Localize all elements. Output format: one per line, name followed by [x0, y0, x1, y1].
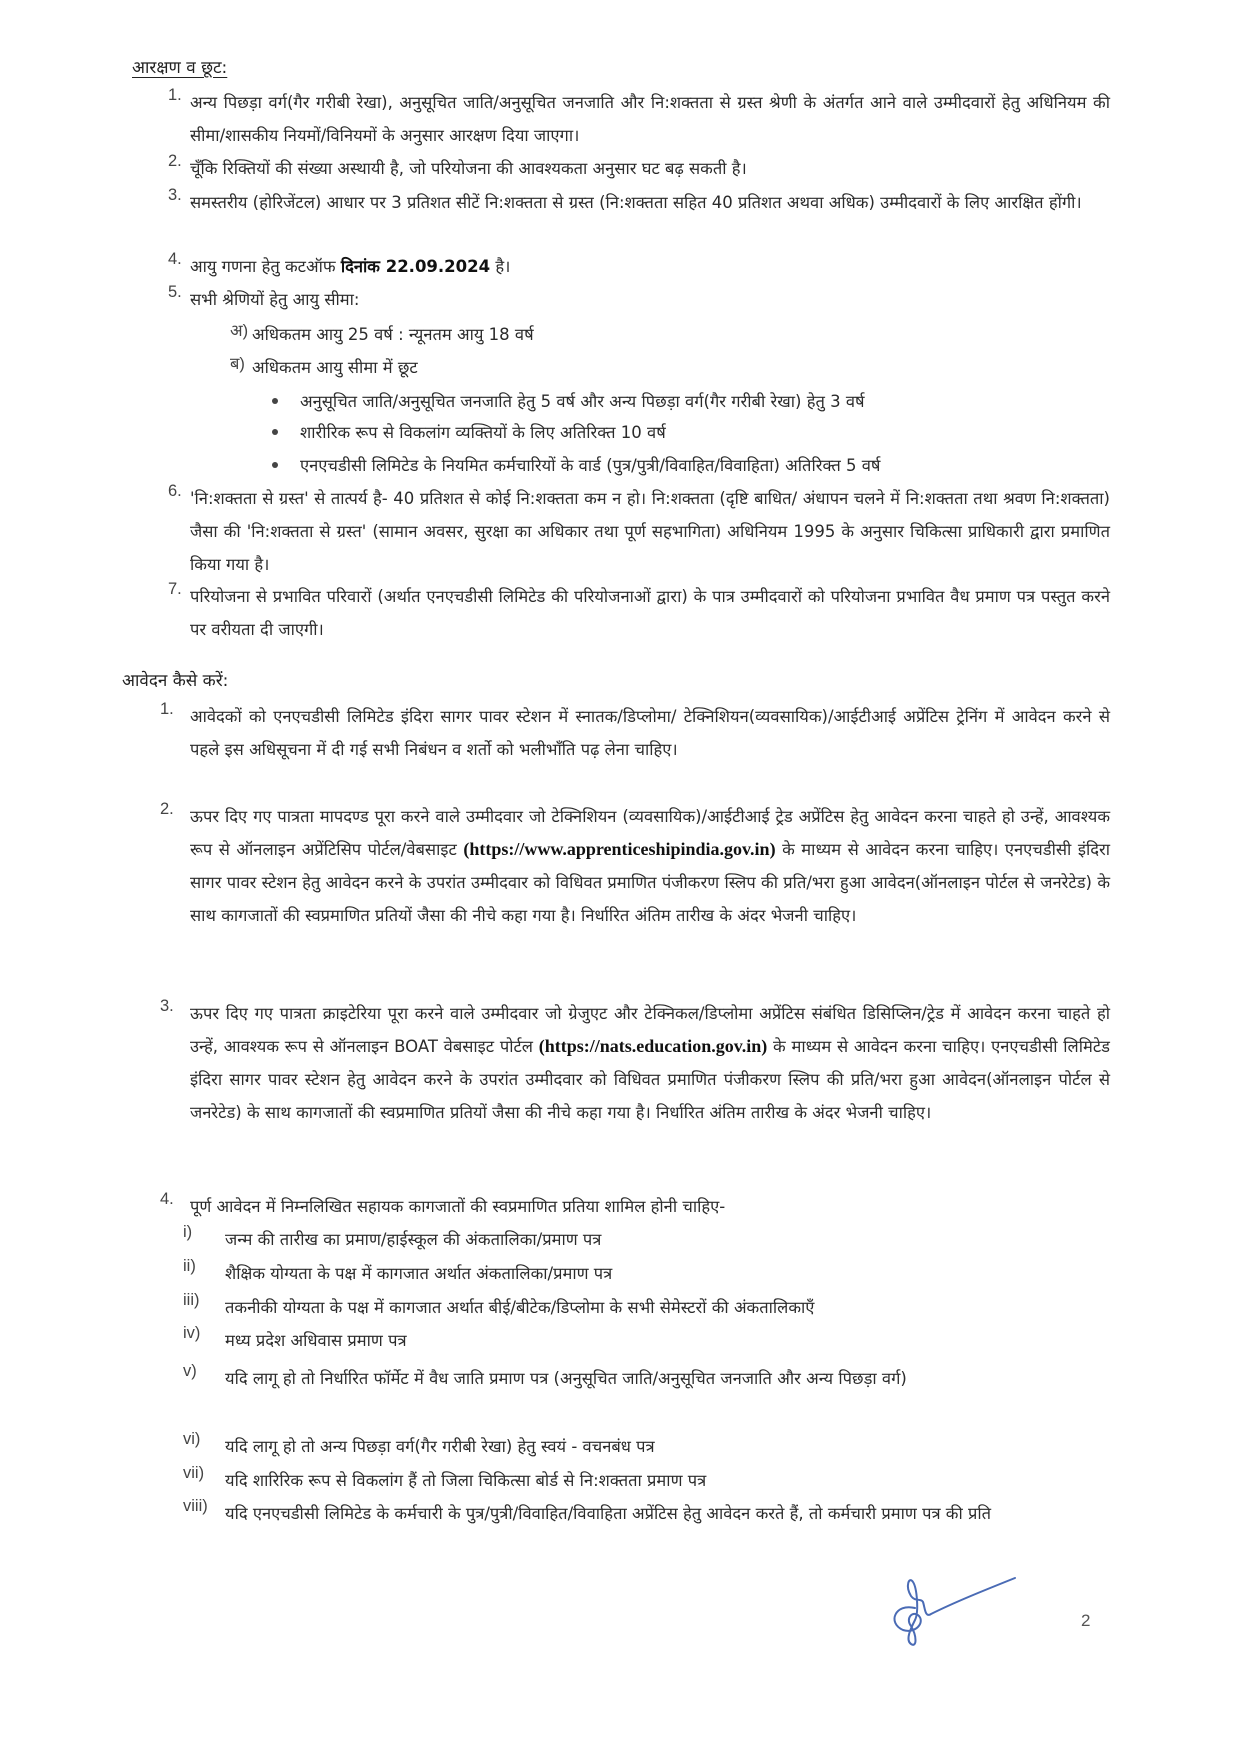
text-suffix: है।	[490, 257, 511, 276]
sub-label: iii)	[183, 1291, 200, 1309]
item-text	[190, 250, 1110, 283]
item-text	[190, 800, 1110, 932]
cutoff-date: दिनांक 22.09.2024	[340, 257, 491, 276]
sub-text: तकनीकी योग्यता के पक्ष में कागजात अर्थात बीई/बीटेक/डिप्लोमा के सभी सेमेस्टरों की अंकतालिकाएँ	[225, 1298, 815, 1317]
apprenticeship-portal-link[interactable]: (https://www.apprenticeshipindia.gov.in)	[463, 839, 776, 859]
nats-portal-link[interactable]: (https://nats.education.gov.in)	[538, 1036, 768, 1056]
text-suffix: के माध्यम से आवेदन करना चाहिए। एनएचडीसी इंदिरा सागर पावर स्टेशन हेतु आवेदन करने के उपरांत उम्मीदवार को विधिवत प्रमाणित पंजीकरण स्लिप की प्रति/भरा हुआ आवेदन(ऑनलाइन पोर्टल से जनरेटेड) के साथ कागजातों की स्वप्रमाणित प्रतियों जैसा की नीचे कहा गया है। निर्धारित अंतिम तारीख के अंदर भेजनी चाहिए।	[190, 840, 1111, 925]
sub-text: यदि लागू हो तो निर्धारित फॉर्मेट में वैध जाति प्रमाण पत्र (अनुसूचित जाति/अनुसूचित जनजाति और अन्य पिछड़ा वर्ग)	[225, 1369, 907, 1388]
sub-text: मध्य प्रदेश अधिवास प्रमाण पत्र	[225, 1331, 407, 1350]
section-heading-how-to-apply: आवेदन कैसे करें:	[122, 671, 229, 691]
item-text: चूँकि रिक्तियों की संख्या अस्थायी है, जो परियोजना की आवश्यकता अनुसार घट बढ़ सकती है।	[190, 159, 747, 178]
item-number: 4.	[168, 250, 182, 268]
sub-label: ब)	[230, 355, 245, 373]
sub-label: viii)	[183, 1497, 208, 1515]
item-number: 6.	[168, 482, 182, 500]
bullet-text: शारीरिक रूप से विकलांग व्यक्तियों के लिए अतिरिक्त 10 वर्ष	[300, 423, 666, 442]
bullet-text: अनुसूचित जाति/अनुसूचित जनजाति हेतु 5 वर्ष और अन्य पिछड़ा वर्ग(गैर गरीबी रेखा) हेतु 3 वर्ष	[300, 392, 865, 411]
bullet-icon	[272, 429, 278, 435]
item-number: 5.	[168, 283, 182, 301]
sub-text: अधिकतम आयु सीमा में छूट	[252, 358, 418, 377]
sub-label: vii)	[183, 1464, 205, 1482]
text-prefix: ऊपर दिए गए पात्रता क्राइटेरिया पूरा करने वाले उम्मीदवार जो ग्रेजुएट और टेक्निकल/डिप्लोमा अप्रेंटिस संबंधित डिसिप्लिन/ट्रेड में आवेदन करना चाहते हो उन्हें, आवश्यक रूप से ऑनलाइन BOAT वेबसाइट पोर्टल	[190, 1004, 1110, 1056]
signature-icon	[875, 1568, 1025, 1648]
bullet-icon	[272, 398, 278, 404]
item-number: 1.	[160, 700, 174, 718]
sub-text: यदि शारिरिक रूप से विकलांग हैं तो जिला चिकित्सा बोर्ड से नि:शक्तता प्रमाण पत्र	[225, 1471, 707, 1490]
sub-text: यदि एनएचडीसी लिमिटेड के कर्मचारी के पुत्र/पुत्री/विवाहित/विवाहिता अप्रेंटिस हेतु आवेदन करते हैं, तो कर्मचारी प्रमाण पत्र की प्रति	[225, 1504, 992, 1523]
text-prefix: आयु गणना हेतु कटऑफ	[190, 257, 341, 276]
item-text: परियोजना से प्रभावित परिवारों (अर्थात एनएचडीसी लिमिटेड की परियोजनाओं द्वारा) के पात्र उम्मीदवारों को परियोजना प्रभावित वैध प्रमाण पत्र पस्तुत करने पर वरीयता दी जाएगी।	[190, 587, 1110, 639]
item-number: 3.	[168, 186, 182, 204]
sub-text: यदि लागू हो तो अन्य पिछड़ा वर्ग(गैर गरीबी रेखा) हेतु स्वयं - वचनबंध पत्र	[225, 1437, 655, 1456]
item-text: समस्तरीय (होरिजेंटल) आधार पर 3 प्रतिशत सीटें नि:शक्तता से ग्रस्त (नि:शक्तता सहित 40 प्रतिशत अथवा अधिक) उम्मीदवारों के लिए आरक्षित होंगी।	[190, 193, 1082, 212]
bullet-icon	[272, 462, 278, 468]
item-number: 2.	[168, 152, 182, 170]
text-suffix: के माध्यम से आवेदन करना चाहिए। एनएचडीसी लिमिटेड इंदिरा सागर पावर स्टेशन हेतु आवेदन करने के उपरांत उम्मीदवार को विधिवत प्रमाणित पंजीकरण स्लिप की प्रति/भरा हुआ आवेदन(ऑनलाइन पोर्टल से जनरेटेड) के साथ कागजातों की स्वप्रमाणित प्रतियों जैसा की नीचे कहा गया है। निर्धारित अंतिम तारीख के अंदर भेजनी चाहिए।	[190, 1037, 1110, 1122]
sub-label: v)	[183, 1362, 197, 1380]
sub-text: अधिकतम आयु 25 वर्ष : न्यूनतम आयु 18 वर्ष	[252, 325, 534, 344]
item-text: पूर्ण आवेदन में निम्नलिखित सहायक कागजातों की स्वप्रमाणित प्रतिया शामिल होनी चाहिए-	[190, 1197, 726, 1216]
item-number: 2.	[160, 800, 174, 818]
sub-text: जन्म की तारीख का प्रमाण/हाईस्कूल की अंकतालिका/प्रमाण पत्र	[225, 1230, 602, 1249]
sub-text: शैक्षिक योग्यता के पक्ष में कागजात अर्थात अंकतालिका/प्रमाण पत्र	[225, 1264, 613, 1283]
section-heading-reservation: आरक्षण व छूट:	[132, 58, 228, 78]
bullet-text: एनएचडीसी लिमिटेड के नियमित कर्मचारियों के वार्ड (पुत्र/पुत्री/विवाहित/विवाहिता) अतिरिक्त 5 वर्ष	[300, 456, 881, 475]
sub-label: ii)	[183, 1257, 196, 1275]
item-text: आवेदकों को एनएचडीसी लिमिटेड इंदिरा सागर पावर स्टेशन में स्नातक/डिप्लोमा/ टेक्निशियन(व्यवसायिक)/आईटीआई अप्रेंटिस ट्रेनिंग में आवेदन करने से पहले इस अधिसूचना में दी गई सभी निबंधन व शर्तो को भलीभाँति पढ़ लेना चाहिए।	[190, 707, 1110, 759]
text-prefix: ऊपर दिए गए पात्रता मापदण्ड पूरा करने वाले उम्मीदवार जो टेक्निशियन (व्यवसायिक)/आईटीआई ट्रेड अप्रेंटिस हेतु आवेदन करना चाहते हो उन्हें, आवश्यक रूप से ऑनलाइन अप्रेंटिसिप पोर्टल/वेबसाइट	[190, 807, 1110, 859]
item-text: अन्य पिछड़ा वर्ग(गैर गरीबी रेखा), अनुसूचित जाति/अनुसूचित जनजाति और नि:शक्तता से ग्रस्त श्रेणी के अंतर्गत आने वाले उम्मीदवारों हेतु अधिनियम की सीमा/शासकीय नियमों/विनियमों के अनुसार आरक्षण दिया जाएगा।	[190, 93, 1110, 145]
sub-label: अ)	[230, 322, 249, 340]
item-number: 3.	[160, 997, 174, 1015]
item-text: सभी श्रेणियों हेतु आयु सीमा:	[190, 290, 360, 309]
item-text: 'नि:शक्तता से ग्रस्त' से तात्पर्य है- 40 प्रतिशत से कोई नि:शक्तता कम न हो। नि:शक्तता (दृष्टि बाधित/ अंधापन चलने में नि:शक्तता तथा श्रवण नि:शक्तता) जैसा की 'नि:शक्तता से ग्रस्त' (सामान अवसर, सुरक्षा का अधिकार तथा पूर्ण सहभागिता) अधिनियम 1995 के अनुसार चिकित्सा प्राधिकारी द्वारा प्रमाणित किया गया है।	[190, 489, 1110, 574]
item-number: 1.	[168, 86, 182, 104]
item-text	[190, 997, 1110, 1129]
page-number: 2	[1081, 1611, 1091, 1630]
sub-label: i)	[183, 1223, 193, 1241]
item-number: 7.	[168, 580, 182, 598]
sub-label: vi)	[183, 1430, 201, 1448]
item-number: 4.	[160, 1190, 174, 1208]
sub-label: iv)	[183, 1324, 201, 1342]
